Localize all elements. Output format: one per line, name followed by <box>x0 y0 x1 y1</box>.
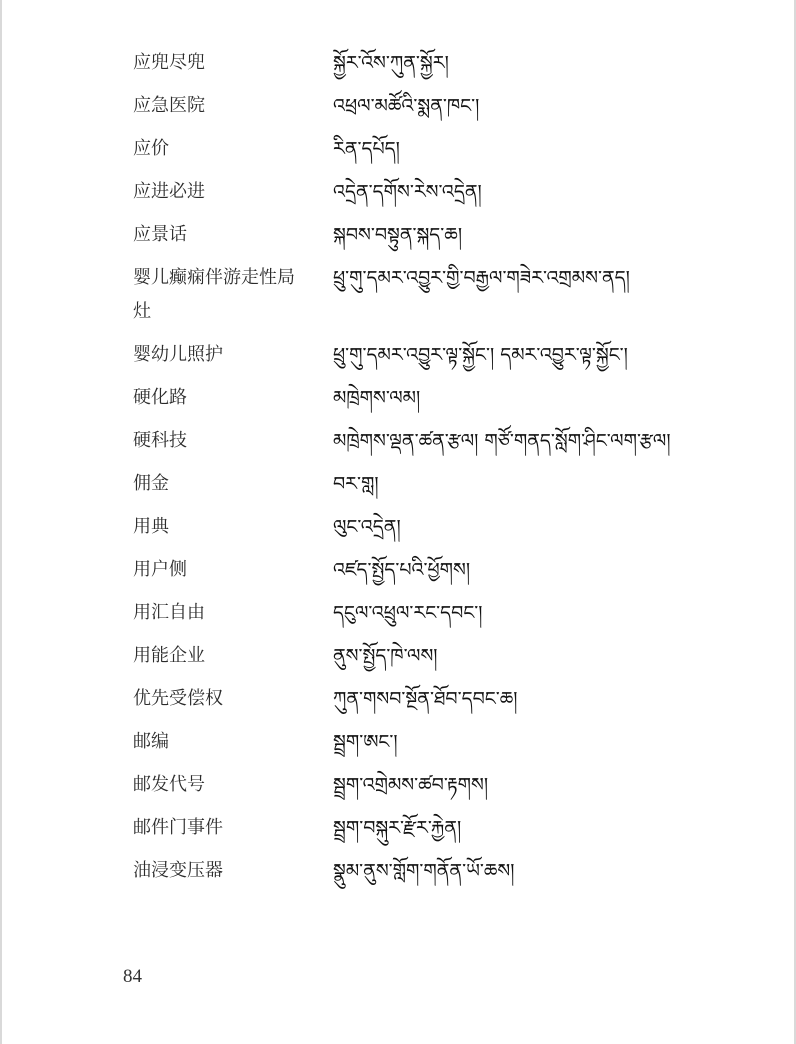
tibetan-translation: རིན་དཔོད། <box>333 138 400 160</box>
chinese-term: 硬化路 <box>133 387 187 408</box>
tibetan-translation: སྦྲག་བསྐུར་རྫོར་རྐྱེན། <box>333 817 462 839</box>
page-edge-left <box>0 0 2 1044</box>
tibetan-translation: སྦྲག་འགྲེམས་ཚབ་རྟགས། <box>333 774 489 796</box>
tibetan-translation: འཕྲལ་མཚོའི་སྨན་ཁང་། <box>333 95 480 117</box>
chinese-term: 邮发代号 <box>133 774 205 795</box>
tibetan-translation: ལུང་འདྲེན། <box>333 516 401 538</box>
tibetan-translation: ཕྲུ་གུ་དམར་འབྱུར་ལྟ་སྐྱོང་། དམར་འབྱུར་ལྟ་སྐྱོང་། <box>333 344 628 366</box>
chinese-term: 邮编 <box>133 731 169 752</box>
tibetan-translation: དངུལ་འཕྲུལ་རང་དབང་། <box>333 602 483 624</box>
glossary-entry <box>133 424 693 458</box>
tibetan-translation: སྐབས་བསྟུན་སྐད་ཆ། <box>333 224 463 246</box>
glossary-entry <box>133 218 693 252</box>
glossary-entry <box>133 261 693 329</box>
glossary-entry <box>133 175 693 209</box>
chinese-term: 用户侧 <box>133 559 187 580</box>
tibetan-translation: མཁྲེགས་ལམ། <box>333 387 421 409</box>
chinese-term: 应景话 <box>133 224 187 245</box>
glossary-entry <box>133 854 693 888</box>
tibetan-translation: སྣུམ་ནུས་གློག་གནོན་ཡོ་ཆས། <box>333 860 515 882</box>
chinese-term: 应急医院 <box>133 95 205 116</box>
glossary-entry <box>133 725 693 759</box>
chinese-term: 邮件门事件 <box>133 817 223 838</box>
chinese-term: 应价 <box>133 138 169 159</box>
tibetan-translation: བར་གླ། <box>333 473 379 495</box>
glossary-list <box>133 46 693 888</box>
tibetan-translation: སྐྱོར་འོས་ཀུན་སྐྱོར། <box>333 52 449 74</box>
glossary-entry <box>133 553 693 587</box>
glossary-entry <box>133 682 693 716</box>
tibetan-translation: ཕྲུ་གུ་དམར་འབྱུར་གྱི་བརྒྱལ་གཟེར་འགྲམས་ནད། <box>333 267 630 289</box>
glossary-entry <box>133 596 693 630</box>
tibetan-translation: སྦྲག་ཨང་། <box>333 731 398 753</box>
chinese-term: 应进必进 <box>133 181 205 202</box>
glossary-entry <box>133 639 693 673</box>
chinese-term: 应兜尽兜 <box>133 52 205 73</box>
tibetan-translation: ཀུན་གསབ་སྔོན་ཐོབ་དབང་ཆ། <box>333 688 518 710</box>
glossary-entry <box>133 132 693 166</box>
tibetan-translation: མཁྲེགས་ལྡན་ཚན་རྩལ། གཙོ་གནད་སློག་ཤིང་ལག་རྩལ། <box>333 430 671 452</box>
glossary-entry <box>133 811 693 845</box>
chinese-term: 硬科技 <box>133 430 187 451</box>
chinese-term: 佣金 <box>133 473 169 494</box>
chinese-term: 用汇自由 <box>133 602 205 623</box>
glossary-entry <box>133 381 693 415</box>
tibetan-translation: འདྲེན་དགོས་རེས་འདྲེན། <box>333 181 482 203</box>
page-number: 84 <box>123 966 142 987</box>
chinese-term: 优先受偿权 <box>133 688 223 709</box>
chinese-term: 用能企业 <box>133 645 205 666</box>
glossary-entry <box>133 510 693 544</box>
tibetan-translation: འཛད་སྤྱོད་པའི་ཕྱོགས། <box>333 559 471 581</box>
chinese-term: 油浸变压器 <box>133 860 223 881</box>
glossary-entry <box>133 768 693 802</box>
glossary-entry <box>133 467 693 501</box>
tibetan-translation: ནུས་སྤྱོད་ཁེ་ལས། <box>333 645 438 667</box>
chinese-term: 用典 <box>133 516 169 537</box>
chinese-term: 婴幼儿照护 <box>133 344 223 365</box>
glossary-entry <box>133 46 693 80</box>
chinese-term: 婴儿癫痫伴游走性局灶 <box>133 267 295 322</box>
glossary-entry <box>133 338 693 372</box>
glossary-entry <box>133 89 693 123</box>
